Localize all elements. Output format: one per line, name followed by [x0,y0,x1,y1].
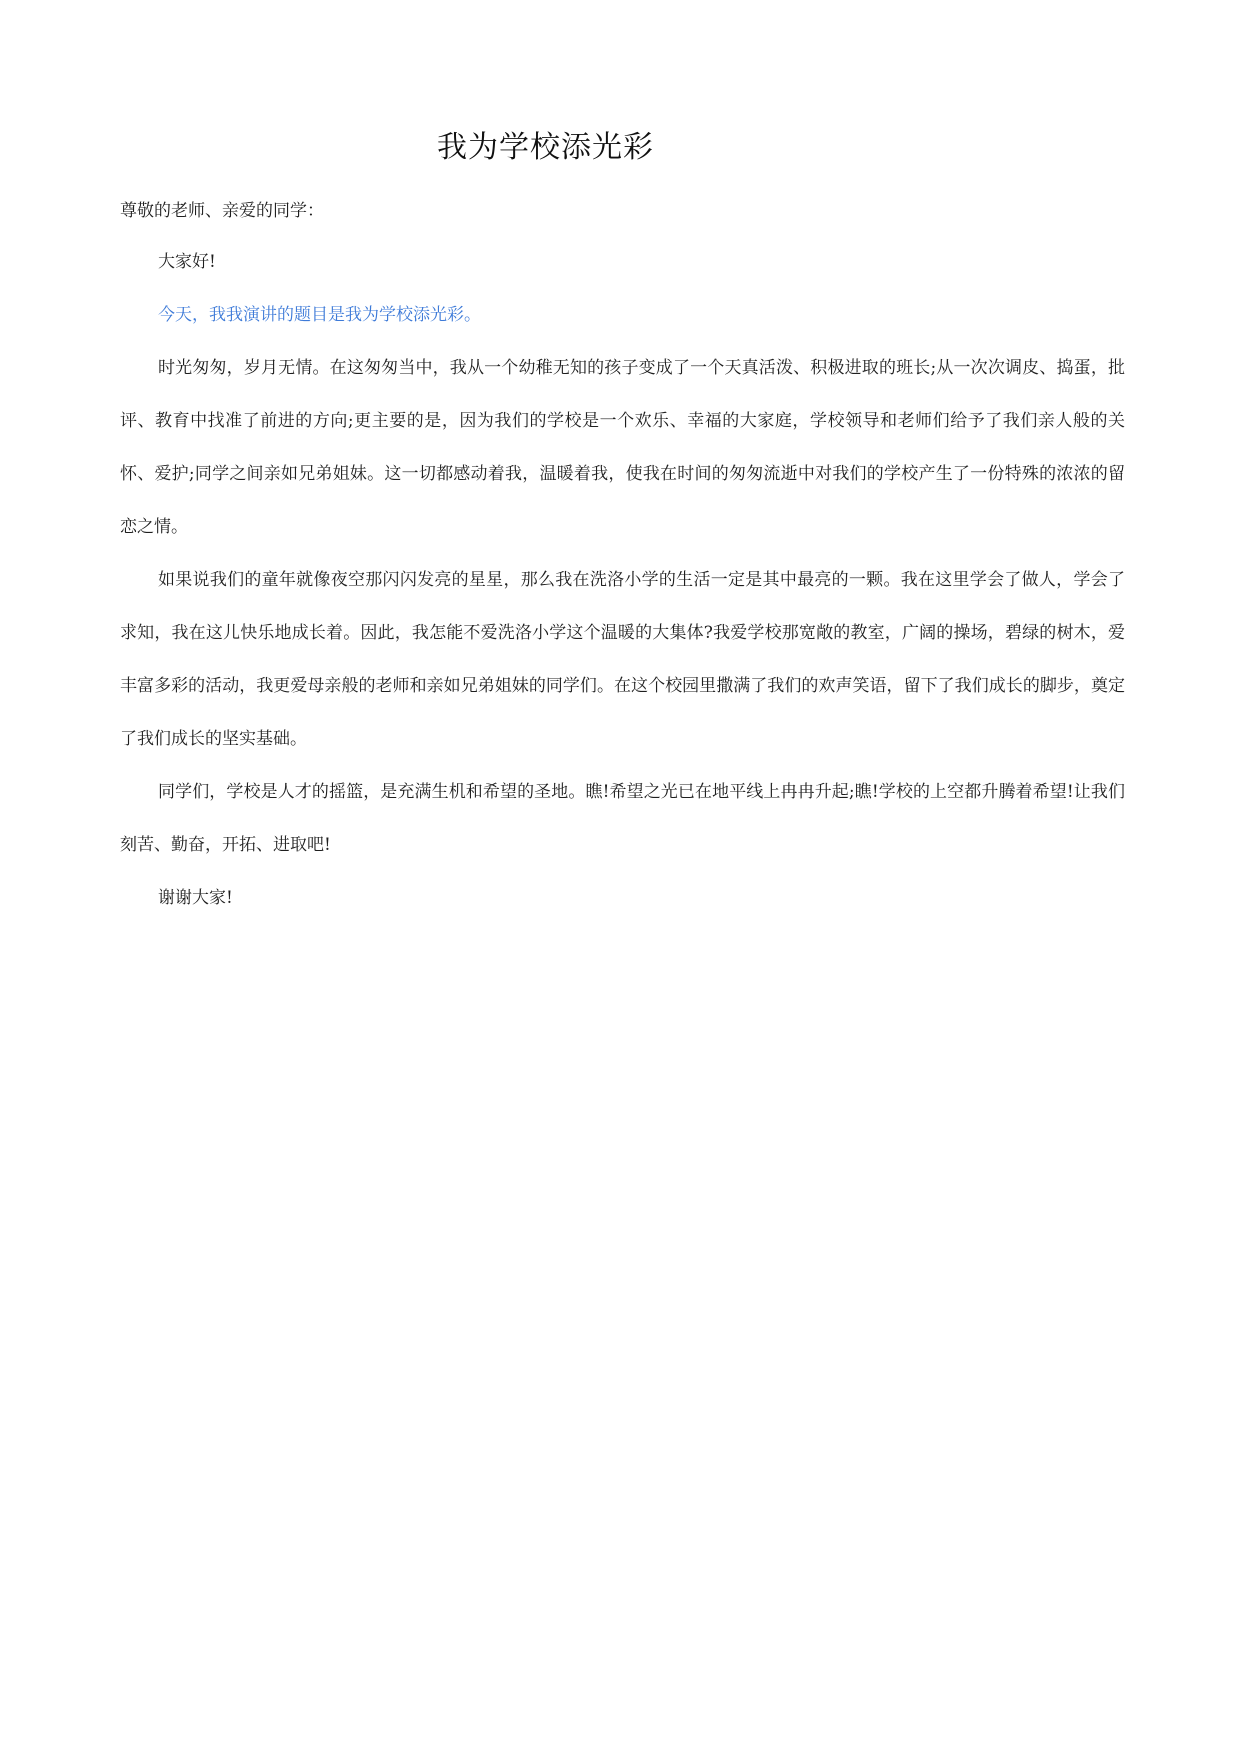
page-title: 我为学校添光彩 [437,130,654,165]
salutation: 尊敬的老师、亲爱的同学： [120,201,324,221]
document-body [120,128,1125,925]
paragraph-2: 如果说我们的童年就像夜空那闪闪发亮的星星，那么我在洗洛小学的生活一定是其中最亮的一颗。我在这里学会了做人，学会了求知，我在这儿快乐地成长着。因此，我怎能不爱洗洛小学这个温暖的大集体?我爱学校那宽敞的教室，广阔的操场，碧绿的树木，爱丰富多彩的活动，我更爱母亲般的老师和亲如兄弟姐妹的同学们。在这个校园里撒满了我们的欢声笑语，留下了我们成长的脚步，奠定了我们成长的坚实基础。 [120,570,1125,749]
closing: 谢谢大家! [158,888,233,908]
greeting: 大家好! [158,252,216,272]
intro-line: 今天，我我演讲的题目是我为学校添光彩。 [158,305,481,325]
paragraph-3: 同学们，学校是人才的摇篮，是充满生机和希望的圣地。瞧!希望之光已在地平线上冉冉升起;瞧!学校的上空都升腾着希望!让我们刻苦、勤奋，开拓、进取吧! [120,782,1125,855]
paragraph-1: 时光匆匆，岁月无情。在这匆匆当中，我从一个幼稚无知的孩子变成了一个天真活泼、积极进取的班长;从一次次调皮、捣蛋，批评、教育中找准了前进的方向;更主要的是，因为我们的学校是一个欢乐、幸福的大家庭，学校领导和老师们给予了我们亲人般的关怀、爱护;同学之间亲如兄弟姐妹。这一切都感动着我，温暖着我，使我在时间的匆匆流逝中对我们的学校产生了一份特殊的浓浓的留恋之情。 [120,358,1125,537]
